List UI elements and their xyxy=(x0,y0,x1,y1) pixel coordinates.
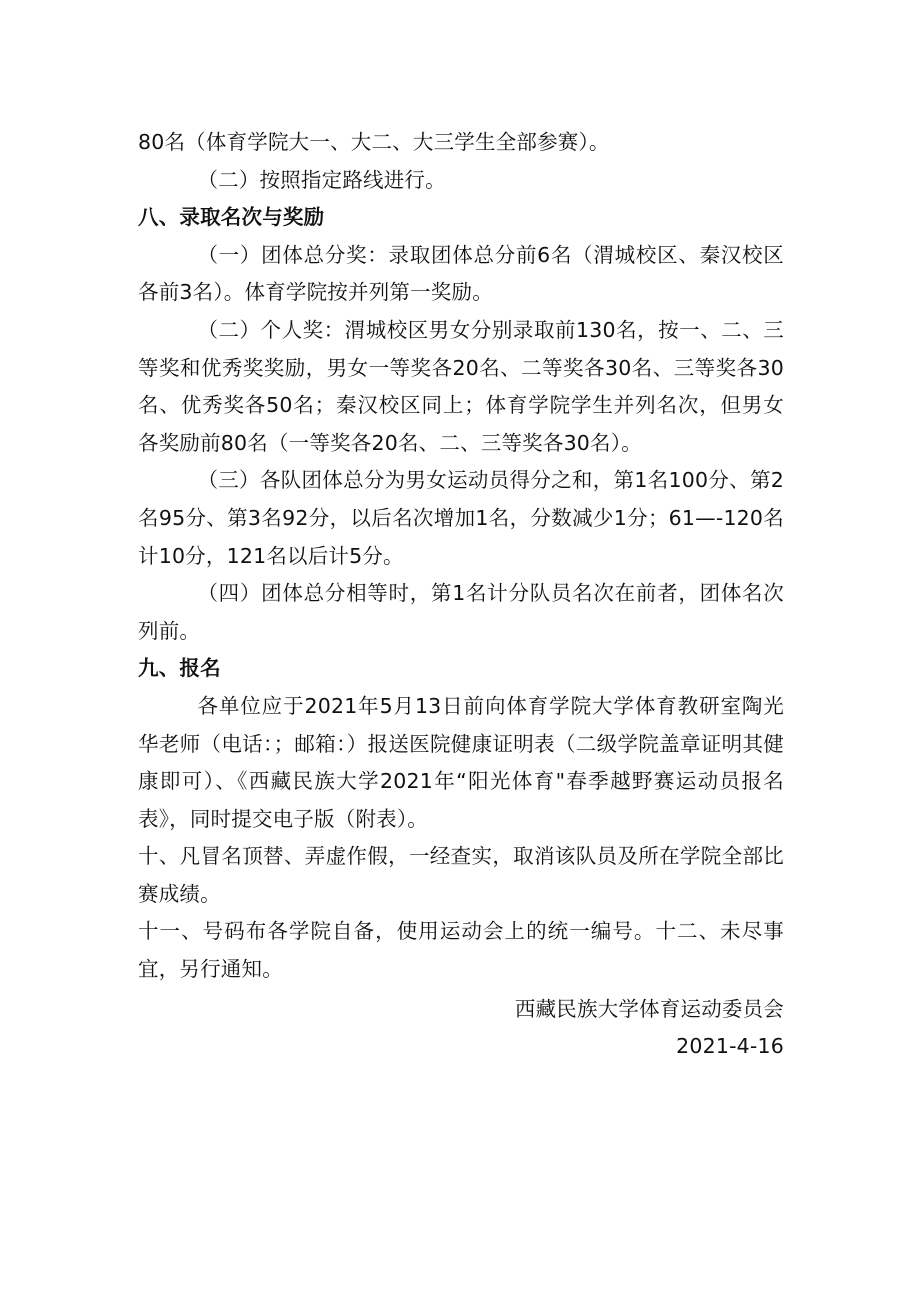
section-heading-registration: 九、报名 xyxy=(138,656,221,681)
signature-date: 2021-4-16 xyxy=(676,1034,784,1059)
paragraph-continuation: 80名（体育学院大一、大二、大三学生全部参赛）。 xyxy=(138,130,610,154)
paragraph-individual-award: （二）个人奖：渭城校区男女分别录取前130名，按一、二、三等奖和优秀奖奖励，男女一等奖各20名、二等奖各30名、三等奖各30名、优秀奖各50名；秦汉校区同上；体育学院学生并列名次，但男女各奖励前80名（一等奖各20名、二、三等奖各30名）。 xyxy=(138,317,784,455)
paragraph-bib-and-other: 十一、号码布各学院自备，使用运动会上的统一编号。十二、未尽事宜，另行通知。 xyxy=(138,919,784,982)
paragraph-registration: 各单位应于2021年5月13日前向体育学院大学体育教研室陶光华老师（电话：；邮箱：）报送医院健康证明表（二级学院盖章证明其健康即可）、《西藏民族大学2021年“阳光体育"春季越野赛运动员报名表》，同时提交电子版（附表）。 xyxy=(138,693,784,831)
paragraph-team-award: （一）团体总分奖：录取团体总分前6名（渭城校区、秦汉校区各前3名）。体育学院按并列第一奖励。 xyxy=(138,242,784,305)
paragraph-route: （二）按照指定路线进行。 xyxy=(197,167,446,192)
section-heading-ranking-awards: 八、录取名次与奖励 xyxy=(138,205,325,230)
paragraph-tie-break: （四）团体总分相等时，第1名计分队员名次在前者，团体名次列前。 xyxy=(138,581,784,643)
document-body xyxy=(138,124,784,1066)
paragraph-team-scoring: （三）各队团体总分为男女运动员得分之和，第1名100分、第2名95分、第3名92分，以后名次增加1名，分数减少1分；61—-120名计10分，121名以后计5分。 xyxy=(138,468,784,568)
paragraph-fraud-rule: 十、凡冒名顶替、弄虚作假，一经查实，取消该队员及所在学院全部比赛成绩。 xyxy=(138,844,784,906)
signature-organization: 西藏民族大学体育运动委员会 xyxy=(514,996,784,1021)
